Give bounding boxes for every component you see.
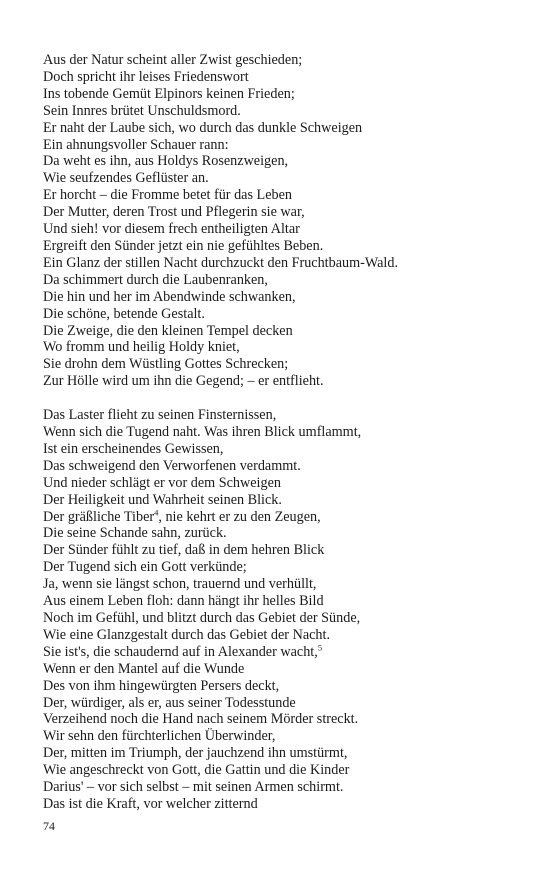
verse-text: Ein Glanz der stillen Nacht durchzuckt den Fruchtbaum-Wald. <box>43 254 399 271</box>
verse-text: Da weht es ihn, aus Holdys Rosenzweigen, <box>43 153 289 170</box>
verse-text: Wenn er den Mantel auf die Wunde <box>43 660 245 677</box>
verse-line <box>43 506 513 526</box>
verse-text: Das ist die Kraft, vor welcher zitternd <box>43 795 258 812</box>
verse-line <box>43 711 513 728</box>
verse-line <box>43 204 513 221</box>
verse-text: Der gräßliche Tiber <box>43 508 155 525</box>
verse-line <box>43 120 513 137</box>
page-number: 74 <box>43 819 55 833</box>
verse-text: Wie angeschreckt von Gott, die Gattin und die Kinder <box>43 762 350 779</box>
verse-text: Ja, wenn sie längst schon, trauernd und verhüllt, <box>43 576 317 593</box>
verse-line <box>43 796 513 813</box>
verse-line <box>43 238 513 255</box>
footnote-marker: 5 <box>317 642 323 653</box>
verse-line <box>43 103 513 120</box>
verse-text: Der Heiligkeit und Wahrheit seinen Blick. <box>43 491 282 508</box>
verse-line <box>43 356 513 373</box>
verse-text: Die seine Schande sahn, zurück. <box>43 525 227 542</box>
verse-text: Das schweigend den Verworfenen verdammt. <box>43 457 301 474</box>
verse-text: Wir sehn den fürchterlichen Überwinder, <box>43 728 276 745</box>
verse-line <box>43 323 513 340</box>
verse-text: Ein ahnungsvoller Schauer rann: <box>43 136 229 153</box>
verse-text: Der, würdiger, als er, aus seiner Todesstunde <box>43 694 296 711</box>
verse-text: Des von ihm hingewürgten Persers deckt, <box>43 677 280 694</box>
verse-line <box>43 492 513 509</box>
verse-line <box>43 593 513 610</box>
verse-text: Ins tobende Gemüt Elpinors keinen Frieden; <box>43 85 295 102</box>
verse-text: Ergreift den Sünder jetzt ein nie gefühltes Beben. <box>43 237 324 254</box>
verse-text: Aus der Natur scheint aller Zwist geschieden; <box>43 52 303 68</box>
verse-line <box>43 153 513 170</box>
stanza <box>43 52 513 390</box>
verse-text: Und sieh! vor diesem frech entheiligten Altar <box>43 221 300 238</box>
verse-line <box>43 559 513 576</box>
verse-text: Wie seufzendes Geflüster an. <box>43 170 209 187</box>
verse-text: Wo fromm und heilig Holdy kniet, <box>43 339 240 356</box>
verse-text: Wenn sich die Tugend naht. Was ihren Blick umflammt, <box>43 424 362 441</box>
verse-text: Aus einem Leben floh: dann hängt ihr helles Bild <box>43 593 324 610</box>
verse-line <box>43 373 513 390</box>
verse-line <box>43 407 513 424</box>
verse-text: Darius' – vor sich selbst – mit seinen Armen schirmt. <box>43 779 344 796</box>
verse-text: Sie drohn dem Wüstling Gottes Schrecken; <box>43 356 289 373</box>
verse-text: Ist ein erscheinendes Gewissen, <box>43 440 224 457</box>
verse-text: Er naht der Laube sich, wo durch das dunkle Schweigen <box>43 119 363 136</box>
verse-line <box>43 458 513 475</box>
verse-line <box>43 610 513 627</box>
verse-text: Und nieder schlägt er vor dem Schweigen <box>43 474 281 491</box>
verse-line <box>43 644 513 661</box>
verse-text: Da schimmert durch die Laubenranken, <box>43 271 268 288</box>
poem-text <box>43 52 513 813</box>
verse-line <box>43 475 513 492</box>
verse-line <box>43 542 513 559</box>
verse-line <box>43 745 513 762</box>
verse-line <box>43 289 513 306</box>
verse-text: Verzeihend noch die Hand nach seinem Mörder streckt. <box>43 711 359 728</box>
verse-line <box>43 779 513 796</box>
verse-line <box>43 187 513 204</box>
verse-line <box>43 525 513 542</box>
verse-text: Der Mutter, deren Trost und Pflegerin sie war, <box>43 204 305 221</box>
stanza <box>43 407 513 813</box>
verse-line <box>43 627 513 644</box>
verse-line <box>43 255 513 272</box>
verse-text: Der Sünder fühlt zu tief, daß in dem hehren Blick <box>43 542 325 559</box>
verse-text: Noch im Gefühl, und blitzt durch das Gebiet der Sünde, <box>43 610 361 626</box>
verse-line <box>43 69 513 86</box>
verse-line <box>43 762 513 779</box>
verse-line <box>43 441 513 458</box>
verse-text: Die Zweige, die den kleinen Tempel decken <box>43 322 293 339</box>
footnote-marker: 4 <box>154 506 159 517</box>
verse-text: Der Tugend sich ein Gott verkünde; <box>43 559 247 576</box>
verse-text: Sein Innres brütet Unschuldsmord. <box>43 102 241 119</box>
verse-text: Das Laster flieht zu seinen Finsternissen, <box>43 407 277 424</box>
verse-line <box>43 678 513 695</box>
verse-line <box>43 339 513 356</box>
verse-line <box>43 170 513 187</box>
verse-line <box>43 221 513 238</box>
verse-text: Die schöne, betende Gestalt. <box>43 305 205 322</box>
verse-text: Er horcht – die Fromme betet für das Leben <box>43 187 292 204</box>
verse-text: Zur Hölle wird um ihn die Gegend; – er entflieht. <box>43 373 324 390</box>
verse-line <box>43 661 513 678</box>
verse-line <box>43 86 513 103</box>
verse-text: Doch spricht ihr leises Friedenswort <box>43 68 249 85</box>
verse-line <box>43 306 513 323</box>
verse-text: Wie eine Glanzgestalt durch das Gebiet der Nacht. <box>43 626 330 643</box>
verse-line <box>43 576 513 593</box>
verse-line <box>43 424 513 441</box>
verse-line <box>43 728 513 745</box>
verse-line <box>43 272 513 289</box>
verse-text: Sie ist's, die schaudernd auf in Alexander wacht, <box>43 643 318 660</box>
verse-text: Der, mitten im Triumph, der jauchzend ihn umstürmt, <box>43 745 348 762</box>
verse-text: Die hin und her im Abendwinde schwanken, <box>43 288 296 305</box>
verse-line <box>43 695 513 712</box>
verse-line <box>43 137 513 154</box>
verse-line <box>43 52 513 69</box>
verse-text-continued: , nie kehrt er zu den Zeugen, <box>158 508 321 525</box>
